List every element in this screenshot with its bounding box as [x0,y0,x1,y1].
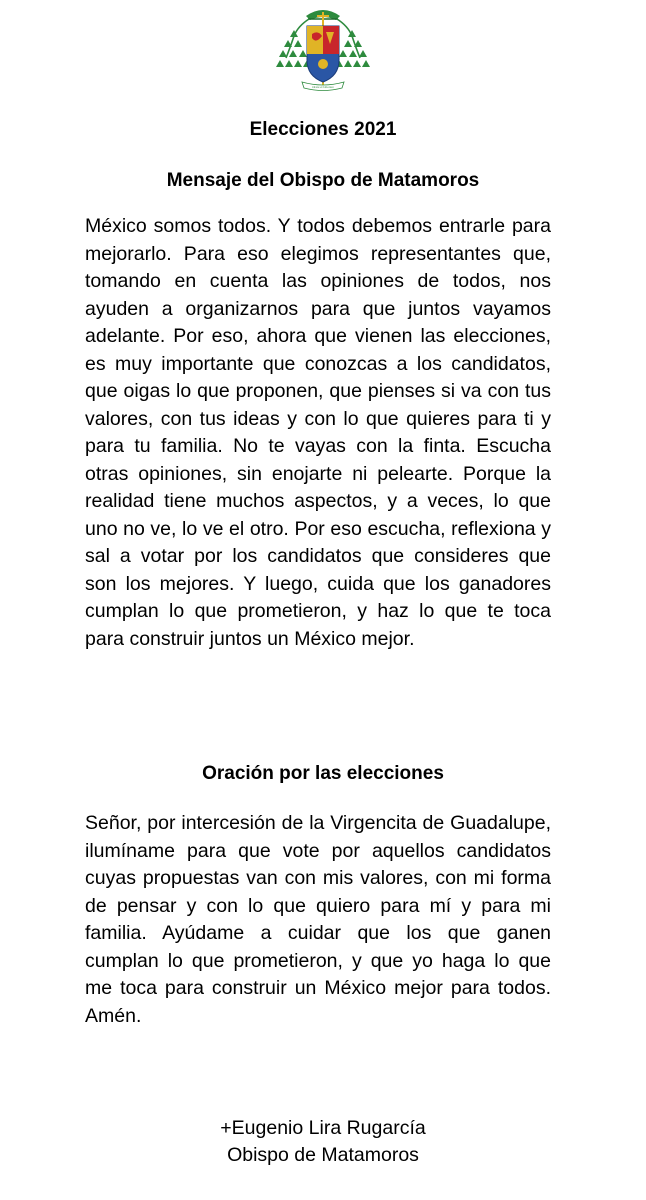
message-body: México somos todos. Y todos debemos entrarle para mejorarlo. Para eso elegimos representantes que, tomando en cuenta las opiniones de todos, nos ayuden a organizarnos para que juntos vayamos adelante. Por eso, ahora que vienen las elecciones, es muy importante que conozcas a los candidatos, que oigas lo que proponen, que pienses si va con tus valores, con tus ideas y con lo que quieres para ti y para tu familia. No te vayas con la finta. Escucha otras opiniones, sin enojarte ni pelearte. Porque la realidad tiene muchos aspectos, y a veces, lo que uno no ve, lo ve el otro. Por eso escucha, reflexiona y sal a votar por los candidatos que consideres que son los mejores. Y luego, cuida que los ganadores cumplan lo que prometieron, y haz lo que te toca para construir juntos un México mejor. [85,215,551,650]
document-title: Elecciones 2021 [249,119,397,140]
prayer-body: Señor, por intercesión de la Virgencita de Guadalupe, ilumíname para que vote por aquellos candidatos cuyas propuestas van con mis valores, con mi forma de pensar y con lo que quiero para mí y para mi familia. Ayúdame a cuidar que los que ganen cumplan lo que prometieron, y que yo haga lo que me toca para construir un México mejor para todos. Amén. [85,812,551,1027]
signature-name: +Eugenio Lira Rugarcía [220,1117,426,1139]
message-heading: Mensaje del Obispo de Matamoros [166,170,480,191]
prayer-heading: Oración por las elecciones [202,763,444,784]
crest-motto: Orare et laborare [312,85,334,89]
signature-role: Obispo de Matamoros [227,1144,419,1166]
signature-block [0,1115,646,1169]
episcopal-coat-of-arms [276,4,370,96]
